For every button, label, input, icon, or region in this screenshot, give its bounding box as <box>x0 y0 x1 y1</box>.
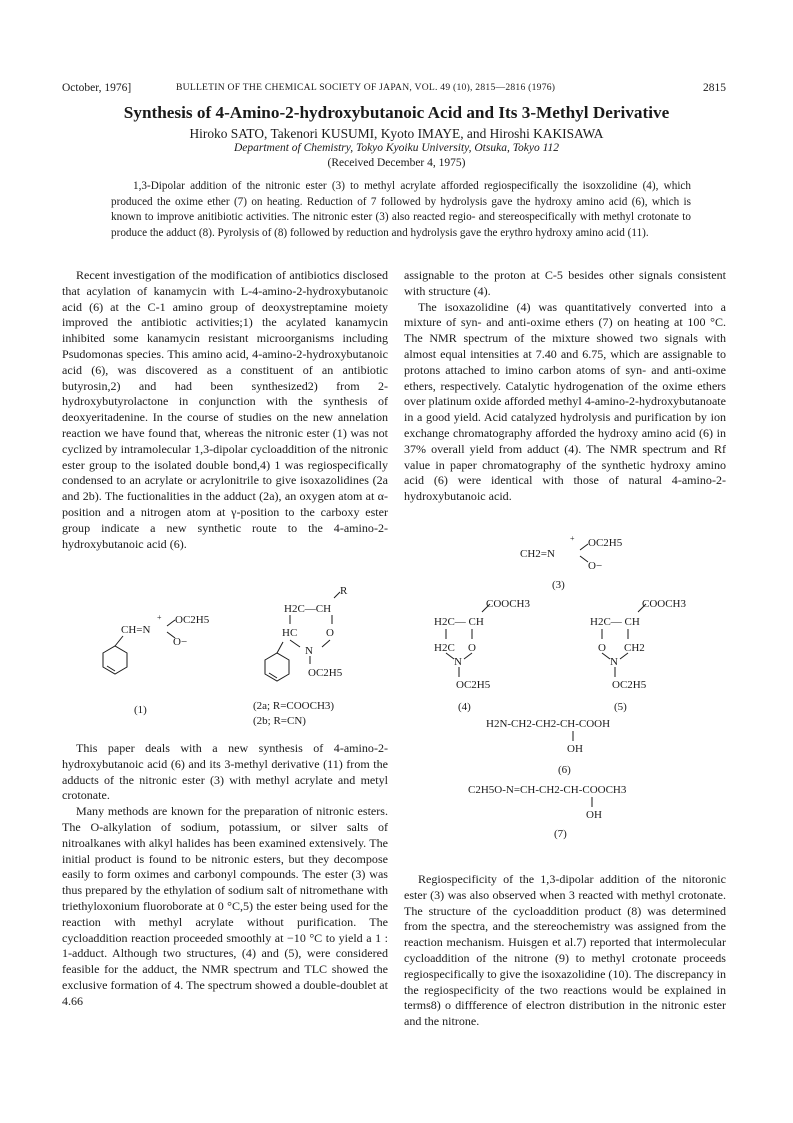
structure-2-n: N <box>305 645 313 657</box>
body-paragraph: The isoxazolidine (4) was quantitatively converted into a mixture of syn- and anti-oxime ethers (7) on heating at 100 °C. The NMR spectrum of the mixture showed two signals with almost equal intensities at 7.40 and 6.75, which are assignable to protons attached to imino carbon atoms of syn- and anti-oxime ethers, respectively. Catalytic hydrogenation of the oxime ethers over platinum oxide afforded methyl 4-amino-2-hydroxybutanoate in a good yield. Acid catalyzed hydrolysis and purification by ion exchange chromatography afforded the hydroxy amino acid (6) in 37% overall yield from adduct (4). The NMR spectrum and Rf value in paper chromatography of the synthetic hydroxy amino acid (6) were identical with those of natural 4-amino-2-hydroxybutanoic acid. <box>404 299 726 504</box>
structure-5-ch2: CH2 <box>624 642 645 654</box>
running-header <box>62 82 726 98</box>
structure-5-h2c-ch: H2C— CH <box>590 616 640 628</box>
structure-5-o: O <box>598 642 606 654</box>
header-date: October, 1976] <box>62 82 132 94</box>
structure-6 <box>480 714 680 778</box>
structure-4 <box>428 595 568 715</box>
body-paragraph: Many methods are known for the preparation of nitronic esters. The O-alkylation of sodium, potassium, or silver salts of nitroalkanes with alkyl halides has been examined extensively. The initial product is found to be nitronic esters, but they decompose easily to form oximes and carbonyl compounds. The ester (3) was thus prepared by the ethylation of sodium salt of nitromethane with triethyloxonium fluoroborate at 0 °C,5) the ester being used for the reaction with methyl acrylate without purification. The cycloaddition reaction proceeded smoothly at −10 °C to yield a 1 : 1-adduct. Although two structures, (4) and (5), were considered feasible for the adduct, the NMR spectrum and TLC showed the exclusive formation of 4. The spectrum showed a double-doublet at 4.66 <box>62 804 388 1008</box>
structure-1-charge: + <box>157 613 162 622</box>
structure-2-label-b: (2b; R=CN) <box>253 715 306 727</box>
structure-2 <box>250 582 400 732</box>
structure-2-o: O <box>326 627 334 639</box>
left-column-body <box>62 741 388 1010</box>
structure-3-oet: OC2H5 <box>588 537 623 549</box>
structure-2-oet: OC2H5 <box>308 667 343 679</box>
structure-5-label: (5) <box>614 701 627 713</box>
structure-1-ominus: O− <box>173 636 188 648</box>
structure-7 <box>466 780 716 840</box>
structure-1-group: CH=N <box>121 624 151 636</box>
structure-1-label: (1) <box>134 704 147 716</box>
structure-3-ominus: O− <box>588 560 603 572</box>
structure-1 <box>85 600 245 720</box>
header-journal: BULLETIN OF THE CHEMICAL SOCIETY OF JAPAN, VOL. 49 (10), 2815—2816 (1976) <box>176 82 556 93</box>
structure-2-label-a: (2a; R=COOCH3) <box>253 700 335 712</box>
affiliation: Department of Chemistry, Tokyo Kyoiku University, Otsuka, Tokyo 112 <box>233 142 560 154</box>
structure-6-oh: OH <box>567 743 583 755</box>
structure-2-r: R <box>340 585 348 597</box>
structure-4-label: (4) <box>458 701 471 713</box>
structure-4-cooch3: COOCH3 <box>486 598 531 610</box>
structure-6-label: (6) <box>558 764 571 776</box>
author-list: Hiroko SATO, Takenori KUSUMI, Kyoto IMAYE, and Hiroshi KAKISAWA <box>189 126 604 141</box>
structure-4-n: N <box>454 656 462 668</box>
header-page-number: 2815 <box>703 82 726 94</box>
structure-7-label: (7) <box>554 828 567 840</box>
structure-5-oet: OC2H5 <box>612 679 647 691</box>
structure-2-hc: HC <box>282 627 298 639</box>
structure-1-oet: OC2H5 <box>175 614 210 626</box>
body-paragraph: Regiospecificity of the 1,3-dipolar addition of the nitoronic ester (3) was also observed when 3 reacted with methyl crotonate. The structure of the cycloaddition product (8) was determined from the spectra, and the stereochemistry was assigned from the reaction mechanism. Huisgen et al.7) reported that intermolecular cycloaddition of the nitrone (9) to methyl crotonate proceeds regiospecifically to give the isoxazolidine (10). The discrepancy in the regiospecificity of the two reactions would be explained in terms8) o diffference of electron distribution in the nitronic ester and the nitrone. <box>404 872 726 1029</box>
left-column-intro <box>62 268 388 552</box>
abstract: 1,3-Dipolar addition of the nitronic ester (3) to methyl acrylate afforded regiospecifically the isoxzolidine (4), which produced the oxime ether (7) on heating. Reduction of 7 followed by hydrolysis gave the hydroxy amino acid (6), which is known to improve anitibiotic activities. The nitronic ester (3) also reacted regio- and stereospecifically with methyl crotonate to produce the adduct (8). Pyrolysis of (8) followed by reduction and hydrolysis gave the erythro hydroxy amino acid (11). <box>111 180 691 239</box>
right-column-bottom <box>404 872 726 1030</box>
right-column-top <box>404 268 726 505</box>
structure-4-o: O <box>468 642 476 654</box>
structure-4-h2c-ch: H2C— CH <box>434 616 484 628</box>
structure-3-label: (3) <box>552 579 565 591</box>
body-paragraph: This paper deals with a new synthesis of 4-amino-2-hydroxybutanoic acid (6) and its 3-methyl derivative (11) from the adducts of the nitronic ester (3) with methyl acrylate and metyl crotonate. <box>62 741 388 803</box>
structure-2-h2c-ch: H2C—CH <box>284 603 332 615</box>
body-paragraph: assignable to the proton at C-5 besides other signals consistent with structure (4). <box>404 268 726 298</box>
structure-3 <box>520 532 650 592</box>
structure-4-h2c: H2C <box>434 642 455 654</box>
structure-5-n: N <box>610 656 618 668</box>
structure-6-formula: H2N-CH2-CH2-CH-COOH <box>486 718 611 730</box>
structure-4-oet: OC2H5 <box>456 679 491 691</box>
body-paragraph: Recent investigation of the modification of antibiotics disclosed that acylation of kanamycin with L-4-amino-2-hydroxybutanoic acid (6) at the C-1 amino group of deoxystreptamine moiety improved the antibiotic activities;1) the acylated kanamycin inhibited some kanamycin resistant microorganisms including Psudomonas species. This amino acid, 4-amino-2-hydroxybutanoic acid (6), was discovered as a constituent of an antibiotic butyrosin,2) and had been synthesized2) from 2-hydroxybutyrolactone in conjunction with the synthesis of deoxyeritadenine. In the course of studies on the new annelation reaction we have found that, whereas the nitronic ester (1) was not cyclized by intramolecular 1,3-dipolar cycloaddition of the nitronic ester group to the isolated double bond,4) 1 was regiospecifically condensed to an acrylate or acrylonitrile to give isoxazolidines (2a and 2b). The fuctionalities in the adduct (2a), an oxygen atom at α-position and a nitrogen atom at γ-position to the carboxy ester group indicate a new synthetic route to the 4-amino-2-hydroxybutanoic acid (6). <box>62 268 388 551</box>
structure-5 <box>584 595 724 715</box>
paper-title: Synthesis of 4-Amino-2-hydroxybutanoic Acid and Its 3-Methyl Derivative <box>123 103 670 122</box>
received-date: (Received December 4, 1975) <box>327 157 466 169</box>
structure-3-ch2n: CH2=N <box>520 548 555 560</box>
structure-5-cooch3: COOCH3 <box>642 598 687 610</box>
structure-7-formula: C2H5O-N=CH-CH2-CH-COOCH3 <box>468 784 627 796</box>
structure-3-charge: + <box>570 534 575 543</box>
structure-7-oh: OH <box>586 809 602 821</box>
